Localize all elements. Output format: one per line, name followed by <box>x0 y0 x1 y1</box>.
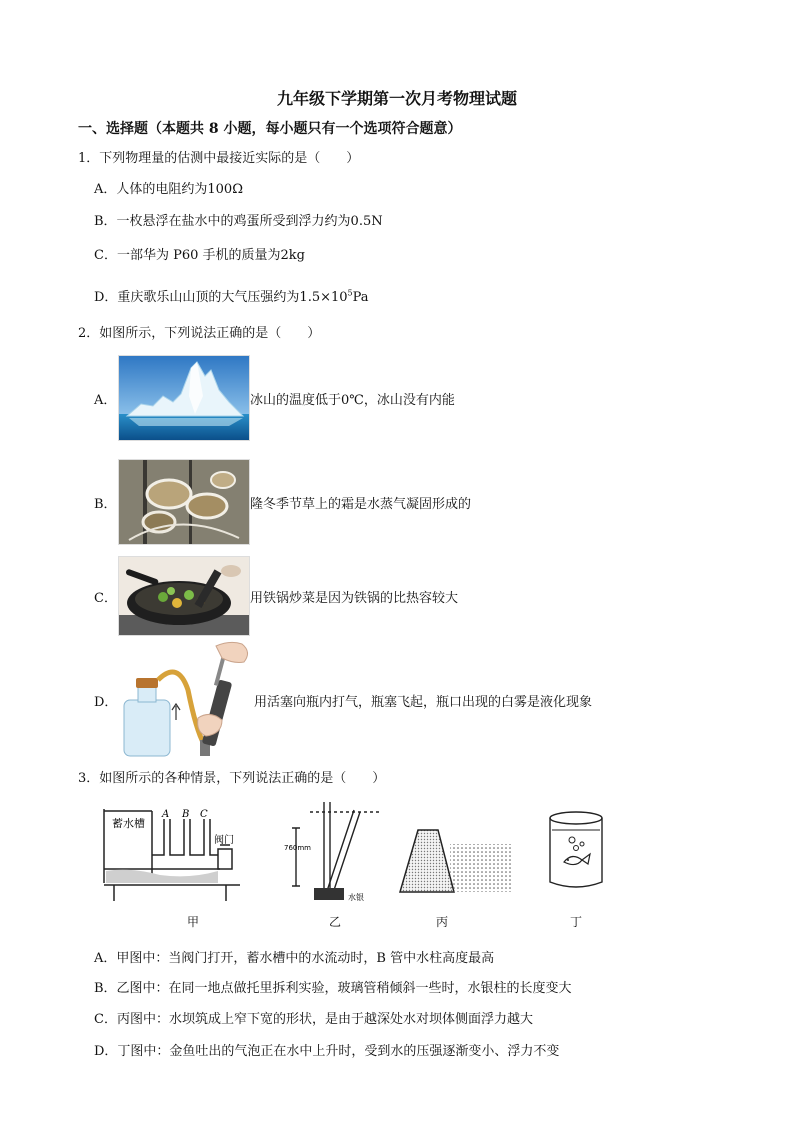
q2-option-c <box>94 556 458 636</box>
caption-jia: 甲 <box>187 915 200 929</box>
q3-option-c: C．丙图中：水坝筑成上窄下宽的形状，是由于越深处水对坝体侧面浮力越大 <box>94 1012 533 1027</box>
q2-option-c-label: C． <box>94 590 117 606</box>
q2-option-d-label: D． <box>94 694 118 710</box>
q2-option-d <box>94 640 592 760</box>
caption-bing: 丙 <box>436 915 449 929</box>
figure-bing-dam <box>396 826 516 896</box>
figure-ding-fish-jar <box>546 808 608 892</box>
q2-option-b <box>94 459 471 545</box>
caption-yi: 乙 <box>329 915 342 929</box>
tube-b-label: B <box>182 809 190 820</box>
q2-option-c-text: 用铁锅炒菜是因为铁锅的比热容较大 <box>250 590 459 606</box>
tube-c-label: C <box>200 809 208 820</box>
figure-yi-torricelli <box>284 800 384 904</box>
question-1-stem: 1．下列物理量的估测中最接近实际的是（ ） <box>78 151 360 166</box>
q2-option-a <box>94 355 455 441</box>
section-heading: 一、选择题（本题共 8 小题，每小题只有一个选项符合题意） <box>78 121 462 137</box>
q2-option-d-text: 用活塞向瓶内打气，瓶塞飞起，瓶口出现的白雾是液化现象 <box>254 694 593 710</box>
q1-option-a: A．人体的电阻约为100Ω <box>94 182 243 197</box>
q3-option-a: A．甲图中：当阀门打开，蓄水槽中的水流动时，B 管中水柱高度最高 <box>94 951 495 966</box>
mercury-label: 水银 <box>348 893 364 902</box>
q3-option-b: B．乙图中：在同一地点做托里拆利实验，玻璃管稍倾斜一些时，水银柱的长度变大 <box>94 981 572 996</box>
frost-leaves-image <box>118 459 250 545</box>
q1-option-d <box>94 286 369 305</box>
q2-option-a-label: A． <box>94 392 117 408</box>
caption-ding: 丁 <box>570 915 583 929</box>
q2-option-b-text: 隆冬季节草上的霜是水蒸气凝固形成的 <box>250 496 472 512</box>
valve-label: 阀门 <box>214 835 234 846</box>
q1-option-d-unit: Pa <box>352 290 369 305</box>
page-title: 九年级下学期第一次月考物理试题 <box>276 89 517 108</box>
question-2-stem: 2．如图所示，下列说法正确的是（ ） <box>78 326 321 341</box>
q1-option-c: C．一部华为 P60 手机的质量为2kg <box>94 248 305 263</box>
figure-jia-water-tank <box>100 805 250 901</box>
question-3-stem: 3．如图所示的各种情景，下列说法正确的是（ ） <box>78 771 386 786</box>
iceberg-image <box>118 355 250 441</box>
q1-option-b: B．一枚悬浮在盐水中的鸡蛋所受到浮力约为0.5N <box>94 214 383 229</box>
tank-label: 蓄水槽 <box>112 817 145 830</box>
q2-option-b-label: B． <box>94 496 117 512</box>
pump-bottle-image <box>118 640 254 760</box>
tube-a-label: A <box>162 809 170 820</box>
q3-option-d: D．丁图中：金鱼吐出的气泡正在水中上升时，受到水的压强逐渐变小、浮力不变 <box>94 1044 560 1059</box>
q1-option-d-text: D．重庆歌乐山山顶的大气压强约为1.5×10 <box>94 290 348 305</box>
q1-option-d-exponent: 5 <box>347 288 353 298</box>
q2-option-a-text: 冰山的温度低于0℃，冰山没有内能 <box>250 392 455 408</box>
wok-image <box>118 556 250 636</box>
mm-label: 760mm <box>284 844 311 852</box>
